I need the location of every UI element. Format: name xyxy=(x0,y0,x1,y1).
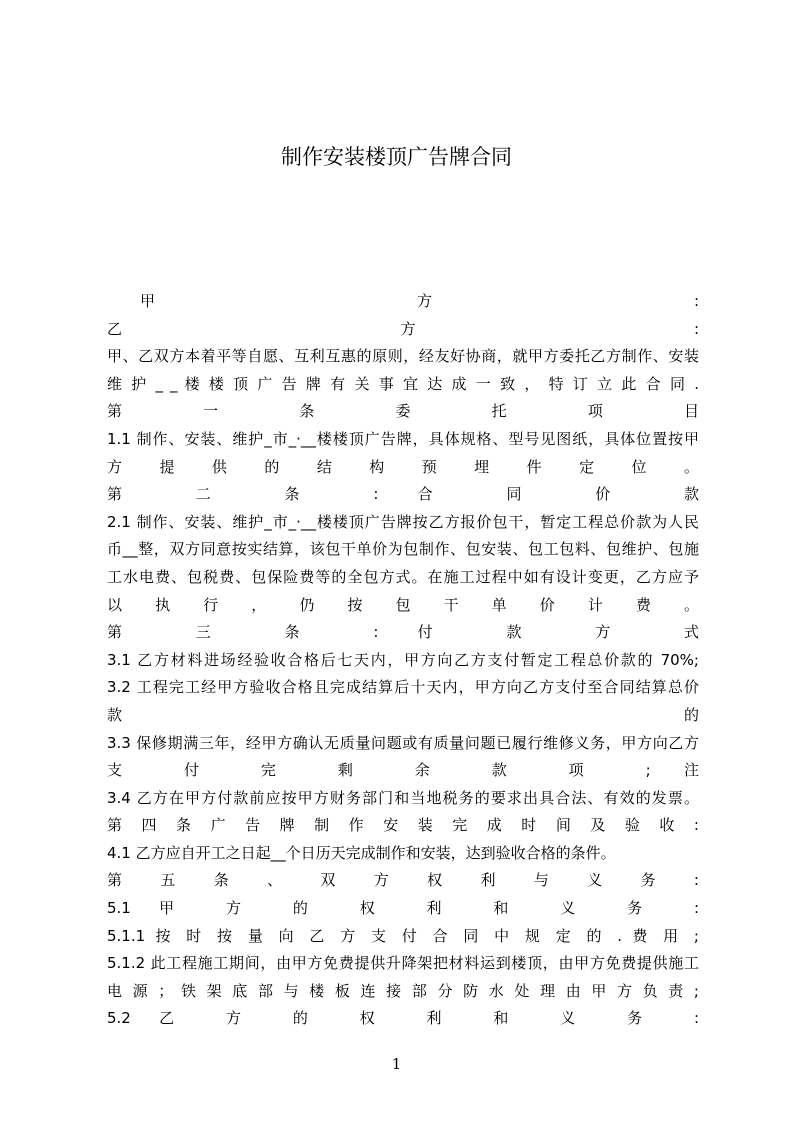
paragraph-line: 电 源 ； 铁 架 底 部 与 楼 板 连 接 部 分 防 水 处 理 由 甲 方 负 责 ; xyxy=(107,981,699,1000)
clause-5-1: 5.1 甲 方 的 权 利 和 义 务 : xyxy=(107,899,699,918)
paragraph-line: 工水电费、包税费、包保险费等的全包方式。在施工过程中如有设计变更，乙方应予 xyxy=(107,567,699,586)
clause-5-2: 5.2 乙 方 的 权 利 和 义 务 : xyxy=(107,1009,699,1028)
paragraph-line: 甲、乙双方本着平等自愿、互利互惠的原则，经友好协商，就甲方委托乙方制作、安装 xyxy=(107,347,699,366)
contract-body xyxy=(107,288,699,1033)
clause-2-1: 2.1 制作、安装、维护_市_·__楼楼顶广告牌按乙方报价包干，暂定工程总价款为人民 xyxy=(107,512,699,531)
clause-3-2: 3.2 工程完工经甲方验收合格且完成结算后十天内，甲方向乙方支付至合同结算总价 xyxy=(107,678,699,697)
clause-1-1: 1.1 制作、安装、维护_市_·__楼楼顶广告牌，具体规格、型号见图纸，具体位置按甲 xyxy=(107,429,699,448)
clause-3-3: 3.3 保修期满三年，经甲方确认无质量问题或有质量问题已履行维修义务，甲方向乙方 xyxy=(107,733,699,752)
clause-3-1: 3.1 乙方材料进场经验收合格后七天内，甲方向乙方支付暂定工程总价款的 70%; xyxy=(107,650,699,669)
paragraph-line: 方 提 供 的 结 构 预 埋 件 定 位 。 xyxy=(107,457,699,476)
article-2-heading: 第 二 条 : 合 同 价 款 xyxy=(107,485,699,504)
clause-3-4: 3.4 乙方在甲方付款前应按甲方财务部门和当地税务的要求出具合法、有效的发票。 xyxy=(107,788,699,807)
article-5-heading: 第 五 条 、 双 方 权 利 与 义 务 : xyxy=(107,871,699,890)
article-3-heading: 第 三 条 : 付 款 方 式 xyxy=(107,623,699,642)
party-b-line: 乙 方 : xyxy=(107,319,699,338)
page-number: 1 xyxy=(391,1055,402,1073)
clause-4-1: 4.1 乙方应自开工之日起__个日历天完成制作和安装，达到验收合格的条件。 xyxy=(107,843,616,862)
clause-5-1-2: 5.1.2 此工程施工期间，由甲方免费提供升降架把材料运到楼顶，由甲方免费提供施工 xyxy=(107,954,699,973)
document-title: 制作安装楼顶广告牌合同 xyxy=(281,145,512,169)
article-1-heading: 第 一 条 委 托 项 目 xyxy=(107,402,699,421)
party-a-line: 甲 方 : xyxy=(140,292,699,310)
paragraph-line: 支 付 完 剩 余 款 项 ; 注 xyxy=(107,761,699,780)
clause-5-1-1: 5.1.1 按 时 按 量 向 乙 方 支 付 合 同 中 规 定 的 . 费 用 ; xyxy=(107,926,699,945)
paragraph-line: 维 护 _ _ 楼 楼 顶 广 告 牌 有 关 事 宜 达 成 一 致 ， 特 订 立 此 合 同 . xyxy=(107,374,699,393)
paragraph-line: 以 执 行 ， 仍 按 包 干 单 价 计 费 。 xyxy=(107,595,699,614)
paragraph-line: 款 的 xyxy=(107,705,699,724)
paragraph-line: 币__整，双方同意按实结算，该包干单价为包制作、包安装、包工包料、包维护、包施 xyxy=(107,540,699,559)
article-4-heading: 第 四 条 广 告 牌 制 作 安 装 完 成 时 间 及 验 收 : xyxy=(107,816,699,835)
